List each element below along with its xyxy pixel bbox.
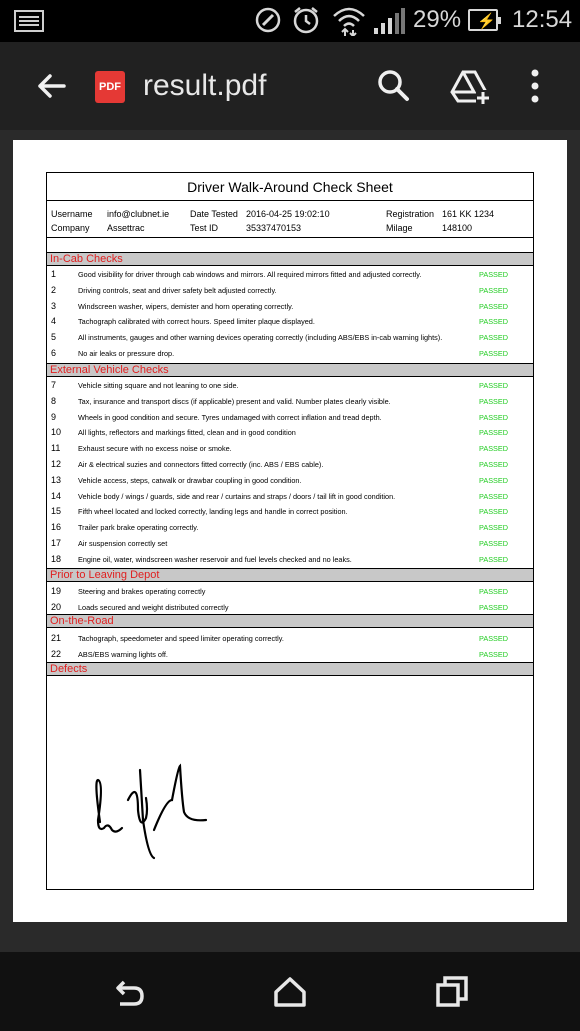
check-row: [47, 441, 533, 456]
battery-icon: ⚡: [468, 9, 498, 31]
check-status-passed: PASSED: [479, 349, 509, 358]
info-labels-col1: [51, 207, 93, 235]
check-row: [47, 267, 533, 282]
check-number: 22: [51, 648, 62, 659]
check-number: 4: [51, 316, 57, 327]
check-status-passed: PASSED: [479, 285, 509, 295]
check-description: Good visibility for driver through cab windows and mirrors. All required mirrors fitted and adjusted correctly.: [78, 270, 422, 279]
info-labels-col2: [190, 207, 238, 235]
check-status-passed: PASSED: [479, 649, 509, 659]
check-row: [47, 378, 533, 393]
check-row: [47, 283, 533, 298]
registration-label: Registration: [386, 209, 435, 219]
section-on-the-road: On-the-Road: [47, 614, 533, 628]
check-row: [47, 489, 533, 504]
check-status-passed: PASSED: [479, 475, 509, 485]
signal-icon: [373, 8, 405, 34]
check-description: Wheels in good condition and secure. Tyres undamaged with correct inflation and tread depth.: [78, 412, 382, 422]
check-description: Vehicle body / wings / guards, side and rear / curtains and straps / doors / tail lift in good condition.: [78, 491, 396, 501]
check-description: All lights, reflectors and markings fitted, clean and in good condition: [78, 428, 296, 438]
registration-value: 161 KK 1234: [442, 209, 495, 219]
check-number: 11: [51, 443, 61, 454]
check-row: [47, 457, 533, 472]
check-number: 10: [51, 427, 62, 438]
section-external-vehicle-checks: External Vehicle Checks: [47, 363, 533, 377]
check-status-passed: PASSED: [479, 587, 509, 596]
driver-signature: [88, 760, 218, 865]
check-row: [47, 536, 533, 551]
check-description: Fifth wheel located and locked correctly, landing legs and handle in correct position.: [78, 507, 348, 517]
check-status-passed: PASSED: [479, 634, 509, 643]
info-values-col1: [107, 207, 169, 235]
screenshot-notification-icon: [14, 10, 44, 32]
check-description: Tax, insurance and transport discs (if applicable) present and valid. Number plates clearly visible.: [78, 396, 391, 406]
check-number: 21: [51, 633, 62, 643]
check-number: 15: [51, 506, 62, 517]
check-description: Windscreen washer, wipers, demister and horn operating correctly.: [78, 301, 294, 311]
check-number: 14: [51, 490, 62, 501]
alarm-icon: [291, 5, 321, 35]
company-value: Assettrac: [107, 223, 145, 233]
section-prior-to-leaving-depot: Prior to Leaving Depot: [47, 568, 533, 582]
check-description: ABS/EBS warning lights off.: [78, 649, 168, 659]
check-number: 19: [51, 586, 62, 596]
overflow-menu-icon[interactable]: [524, 66, 546, 106]
username-value: info@clubnet.ie: [107, 209, 170, 219]
check-status-passed: PASSED: [479, 270, 509, 279]
check-status-passed: PASSED: [479, 428, 509, 438]
clock: 12:54: [512, 6, 573, 33]
check-status-passed: PASSED: [479, 301, 509, 311]
check-number: 1: [51, 269, 57, 279]
app-toolbar: [0, 42, 580, 130]
check-description: All instruments, gauges and other warning devices operating correctly (including ABS/EBS in-cab warning lights).: [78, 333, 443, 343]
check-status-passed: PASSED: [479, 333, 509, 343]
check-row: [47, 584, 533, 599]
check-row: [47, 520, 533, 535]
test-id-value: 35337470153: [246, 223, 302, 233]
info-labels-col3: [386, 207, 434, 235]
add-to-drive-icon[interactable]: [450, 66, 490, 106]
info-values-col3: [442, 207, 494, 235]
check-description: Trailer park brake operating correctly.: [78, 523, 199, 533]
check-status-passed: PASSED: [479, 491, 509, 501]
username-label: Username: [51, 209, 93, 219]
check-row: [47, 299, 533, 314]
pdf-file-icon: PDF: [95, 71, 125, 103]
check-row: [47, 552, 533, 567]
check-description: Tachograph, speedometer and speed limiter operating correctly.: [78, 634, 284, 643]
check-number: 3: [51, 300, 57, 311]
test-id-label: Test ID: [190, 223, 219, 233]
check-status-passed: PASSED: [479, 602, 509, 612]
back-nav-icon[interactable]: [110, 972, 150, 1012]
recent-apps-icon[interactable]: [432, 972, 472, 1012]
check-description: No air leaks or pressure drop.: [78, 349, 175, 358]
section-in-cab-checks: In-Cab Checks: [47, 252, 533, 266]
check-row: [47, 631, 533, 646]
check-number: 8: [51, 395, 57, 406]
check-description: Driving controls, seat and driver safety belt adjusted correctly.: [78, 285, 277, 295]
check-description: Exhaust secure with no excess noise or smoke.: [78, 444, 232, 454]
search-icon[interactable]: [374, 66, 414, 106]
check-description: Steering and brakes operating correctly: [78, 587, 206, 596]
nfc-icon: [254, 6, 282, 34]
sheet-title: Driver Walk-Around Check Sheet: [47, 173, 533, 201]
check-number: 13: [51, 474, 62, 485]
check-description: Air suspension correctly set: [78, 539, 168, 548]
info-divider: [47, 237, 533, 238]
check-status-passed: PASSED: [479, 444, 509, 454]
company-label: Company: [51, 223, 90, 233]
check-row: [47, 647, 533, 662]
check-status-passed: PASSED: [479, 554, 509, 564]
milage-label: Milage: [386, 223, 413, 233]
check-status-passed: PASSED: [479, 317, 509, 327]
section-defects: Defects: [47, 662, 533, 676]
status-bar: [0, 0, 580, 42]
check-row: [47, 314, 533, 329]
check-row: [47, 504, 533, 519]
check-number: 18: [51, 553, 62, 564]
check-row: [47, 410, 533, 425]
check-number: 17: [51, 538, 62, 548]
system-navigation-bar: [0, 952, 580, 1031]
document-title: result.pdf: [143, 69, 267, 102]
check-status-passed: PASSED: [479, 523, 509, 533]
check-status-passed: PASSED: [479, 539, 509, 548]
date-tested-label: Date Tested: [190, 209, 238, 219]
check-status-passed: PASSED: [479, 412, 509, 422]
check-status-passed: PASSED: [479, 460, 509, 469]
check-description: Air & electrical suzies and connectors fitted correctly (inc. ABS / EBS cable).: [78, 460, 324, 469]
check-number: 7: [51, 380, 57, 390]
check-row: [47, 425, 533, 440]
check-row: [47, 394, 533, 409]
check-number: 5: [51, 332, 57, 343]
info-values-col2: [246, 207, 330, 235]
check-status-passed: PASSED: [479, 381, 509, 390]
check-status-passed: PASSED: [479, 507, 509, 517]
check-description: Loads secured and weight distributed correctly: [78, 602, 229, 612]
check-status-passed: PASSED: [479, 396, 509, 406]
check-description: Vehicle access, steps, catwalk or drawbar coupling in good condition.: [78, 475, 302, 485]
check-number: 2: [51, 284, 57, 295]
date-tested-value: 2016-04-25 19:02:10: [246, 209, 330, 219]
check-description: Vehicle sitting square and not leaning to one side.: [78, 381, 239, 390]
wifi-icon: [332, 4, 366, 36]
check-number: 12: [51, 459, 62, 469]
check-number: 16: [51, 522, 62, 533]
check-number: 6: [51, 348, 57, 358]
check-number: 20: [51, 601, 62, 612]
check-row: [47, 330, 533, 345]
check-row: [47, 600, 533, 615]
home-icon[interactable]: [270, 972, 310, 1012]
check-description: Tachograph calibrated with correct hours. Speed limiter plaque displayed.: [78, 317, 315, 327]
check-row: [47, 473, 533, 488]
check-number: 9: [51, 411, 57, 422]
milage-value: 148100: [442, 223, 473, 233]
check-description: Engine oil, water, windscreen washer reservoir and fuel levels checked and no leaks.: [78, 554, 352, 564]
battery-percentage: 29%: [413, 6, 462, 33]
back-arrow-icon[interactable]: [30, 64, 74, 108]
check-row: [47, 346, 533, 361]
